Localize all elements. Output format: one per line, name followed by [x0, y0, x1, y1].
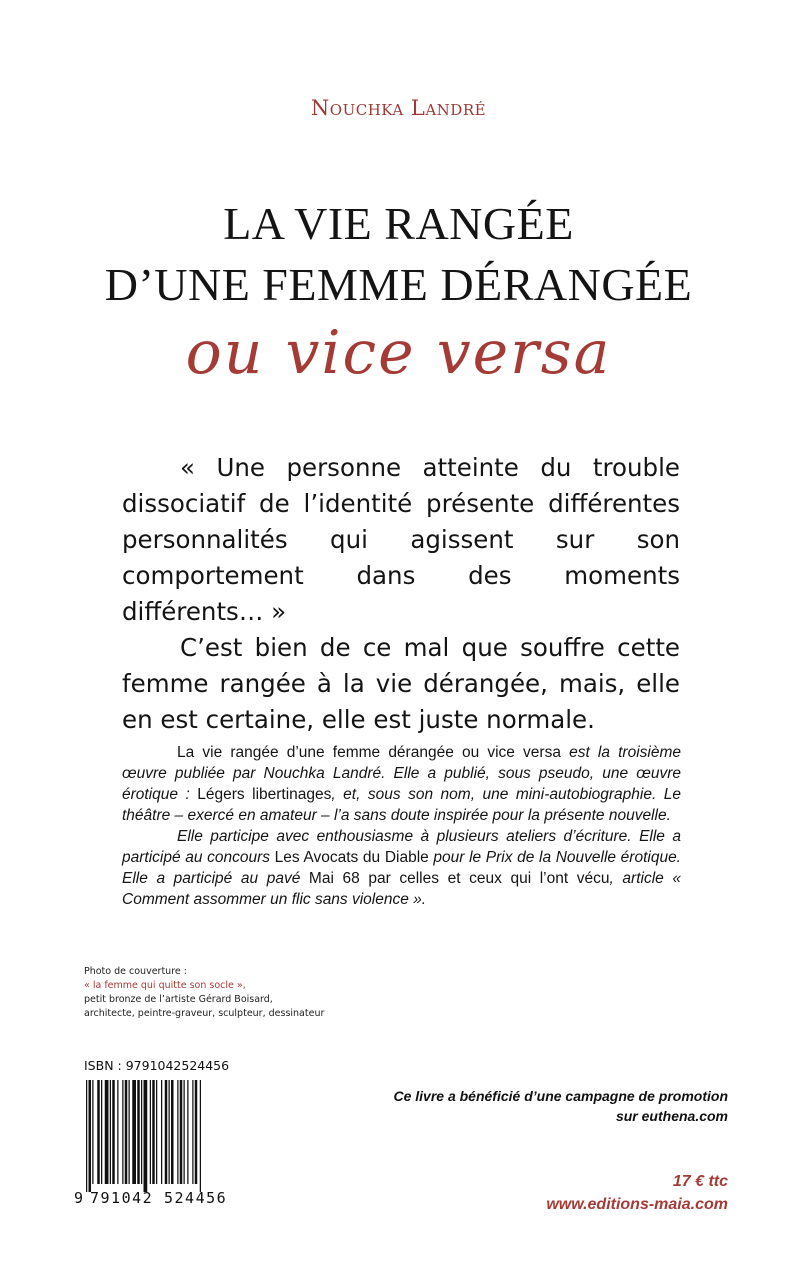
promotion-line-2: sur euthena.com	[615, 1108, 728, 1124]
barcode-bar	[141, 1080, 142, 1184]
barcode-bar	[187, 1080, 188, 1184]
bio-paragraph-2	[122, 826, 681, 910]
barcode-bar	[200, 1080, 201, 1192]
title-line-2: D’UNE FEMME DÉRANGÉE	[104, 259, 693, 310]
barcode-bar	[97, 1080, 100, 1184]
barcode-bar	[92, 1080, 93, 1184]
bio-text: , article « Comment assommer un flic sans violence ».	[122, 870, 681, 908]
barcode-bar	[150, 1080, 151, 1184]
bio-contest-title: Les Avocats du Diable	[274, 849, 429, 866]
barcode-bar	[86, 1080, 87, 1192]
barcode-bar	[156, 1080, 157, 1184]
barcode-bar	[117, 1080, 118, 1184]
bio-text: pour le Prix de la Nouvelle érotique. Elle a participé au pavé	[122, 849, 681, 887]
barcode-bar	[105, 1080, 109, 1184]
barcode-digits-left: 791042	[90, 1189, 154, 1206]
price-block	[546, 1170, 728, 1216]
barcode-bar	[184, 1080, 185, 1184]
bio-text: est la troisième œuvre publiée par Nouchka Landré. Elle a publié, sous pseudo, une œuvre érotique :	[122, 744, 681, 803]
barcode-bar	[180, 1080, 183, 1184]
barcode	[72, 1080, 240, 1206]
blurb-paragraph-2: C’est bien de ce mal que souffre cette femme rangée à la vie dérangée, mais, elle en est certaine, elle est juste normale.	[122, 633, 680, 734]
barcode-bar	[169, 1080, 170, 1184]
bio-pave-title: Mai 68 par celles et ceux qui l’ont vécu	[308, 870, 610, 887]
barcode-bar	[165, 1080, 168, 1184]
price: 17 € ttc	[672, 1173, 728, 1190]
author-name: Nouchka Landré	[310, 96, 487, 120]
credit-artist: petit bronze de l’artiste Gérard Boisard,	[84, 994, 273, 1005]
barcode-bar	[144, 1080, 148, 1192]
publisher-website[interactable]: www.editions-maia.com	[546, 1196, 728, 1213]
barcode-bar	[89, 1080, 92, 1192]
blurb-paragraph-1: « Une personne atteinte du trouble dissociatif de l’identité présente différentes personnalités qui agissent sur son comportement dans des moments différents… »	[122, 453, 680, 626]
promotion-note	[328, 1086, 728, 1126]
promotion-line-1: Ce livre a bénéficié d’une campagne de promotion	[393, 1088, 728, 1104]
barcode-bar	[195, 1080, 198, 1184]
bio-paragraph-1	[122, 742, 681, 826]
author-bio	[122, 742, 681, 910]
bio-erotic-title: Légers libertinages	[197, 786, 332, 803]
barcode-bar	[152, 1080, 155, 1184]
barcode-bar	[101, 1080, 102, 1184]
barcode-bar	[161, 1080, 162, 1184]
bio-text: Elle participe avec enthousiasme à plusieurs ateliers d’écriture. Elle a participé au concours	[122, 828, 681, 866]
barcode-bar	[192, 1080, 193, 1184]
bio-text: , et, sous son nom, une mini-autobiographie. Le théâtre – exercé en amateur – l’a sans doute inspirée pour la présente nouvelle.	[122, 786, 681, 824]
barcode-bar	[129, 1080, 130, 1184]
subtitle: ou vice versa	[185, 318, 612, 388]
credit-work-title: « la femme qui quitte son socle »,	[84, 980, 246, 991]
bio-book-title: La vie rangée d’une femme dérangée ou vice versa	[177, 744, 561, 761]
barcode-bar	[112, 1080, 115, 1184]
credit-artist-roles: architecte, peintre-graveur, sculpteur, dessinateur	[84, 1008, 325, 1019]
barcode-bar	[125, 1080, 128, 1184]
barcode-digits-right: 524456	[164, 1189, 228, 1206]
barcode-digit-first: 9	[74, 1189, 84, 1206]
barcode-bar	[110, 1080, 111, 1184]
isbn-label: ISBN : 9791042524456	[84, 1058, 230, 1073]
barcode-bars	[86, 1080, 201, 1192]
barcode-bar	[122, 1080, 123, 1184]
barcode-bar	[177, 1080, 178, 1184]
title-line-1: LA VIE RANGÉE	[223, 198, 574, 249]
barcode-bar	[137, 1080, 140, 1184]
cover-photo-credit	[84, 965, 384, 1021]
barcode-bar	[132, 1080, 136, 1184]
barcode-bar	[171, 1080, 174, 1184]
blurb	[122, 450, 680, 738]
credit-label: Photo de couverture :	[84, 966, 187, 977]
